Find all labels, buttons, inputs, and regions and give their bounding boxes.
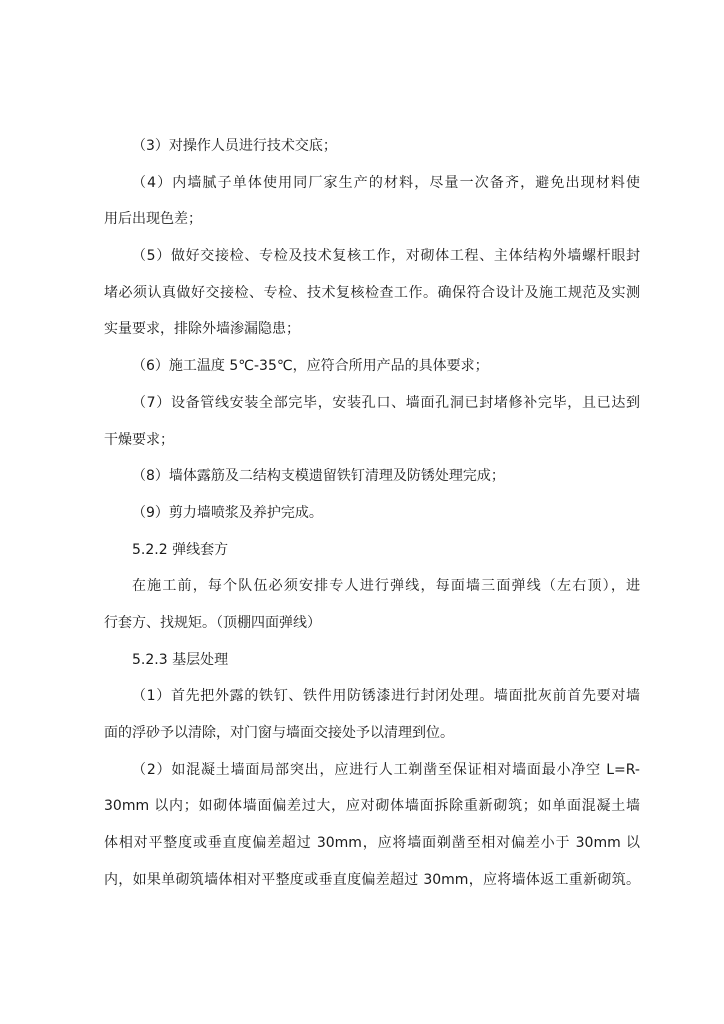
paragraph-line: 行套方、找规矩。（顶棚四面弹线） <box>104 614 321 631</box>
paragraph-line: （3）对操作人员进行技术交底； <box>132 138 337 154</box>
paragraph-line: 用后出现色差； <box>104 211 202 228</box>
paragraph-line: 堵必须认真做好交接检、专检、技术复核检查工作。确保符合设计及施工规范及实测 <box>104 284 640 301</box>
paragraph-line: （8）墙体露筋及二结构支模遗留铁钉清理及防锈处理完成； <box>132 468 505 485</box>
paragraph-line: 实量要求，排除外墙渗漏隐患； <box>104 321 300 338</box>
paragraph-line: 面的浮砂予以清除，对门窗与墙面交接处予以清理到位。 <box>104 725 454 741</box>
section-heading: 5.2.3 基层处理 <box>132 651 229 668</box>
paragraph-line: 体相对平整度或垂直度偏差超过 30mm，应将墙面剃凿至相对偏差小于 30mm 以 <box>104 835 640 852</box>
paragraph-line: （4）内墙腻子单体使用同厂家生产的材料，尽量一次备齐，避免出现材料使 <box>132 174 640 191</box>
document-body <box>104 128 640 898</box>
paragraph-line: 干燥要求； <box>104 431 174 448</box>
paragraph-line: （7）设备管线安装全部完毕，安装孔口、墙面孔洞已封堵修补完毕，且已达到 <box>132 394 640 411</box>
paragraph-line: （1）首先把外露的铁钉、铁件用防锈漆进行封闭处理。墙面批灰前首先要对墙 <box>132 688 640 705</box>
paragraph-line: （9）剪力墙喷浆及养护完成。 <box>132 504 323 521</box>
paragraph-line: （2）如混凝土墙面局部突出，应进行人工剃凿至保证相对墙面最小净空 L=R- <box>132 761 640 778</box>
paragraph-line: （5）做好交接检、专检及技术复核工作，对砌体工程、主体结构外墙螺杆眼封 <box>132 248 640 265</box>
paragraph-line: 30mm 以内；如砌体墙面偏差过大，应对砌体墙面拆除重新砌筑；如单面混凝土墙 <box>104 798 640 815</box>
paragraph-line: 内，如果单砌筑墙体相对平整度或垂直度偏差超过 30mm，应将墙体返工重新砌筑。 <box>104 871 640 888</box>
paragraph-line: （6）施工温度 5℃-35℃，应符合所用产品的具体要求； <box>132 358 489 375</box>
section-heading: 5.2.2 弹线套方 <box>132 541 229 558</box>
paragraph-line: 在施工前，每个队伍必须安排专人进行弹线，每面墙三面弹线（左右顶），进 <box>132 578 640 595</box>
